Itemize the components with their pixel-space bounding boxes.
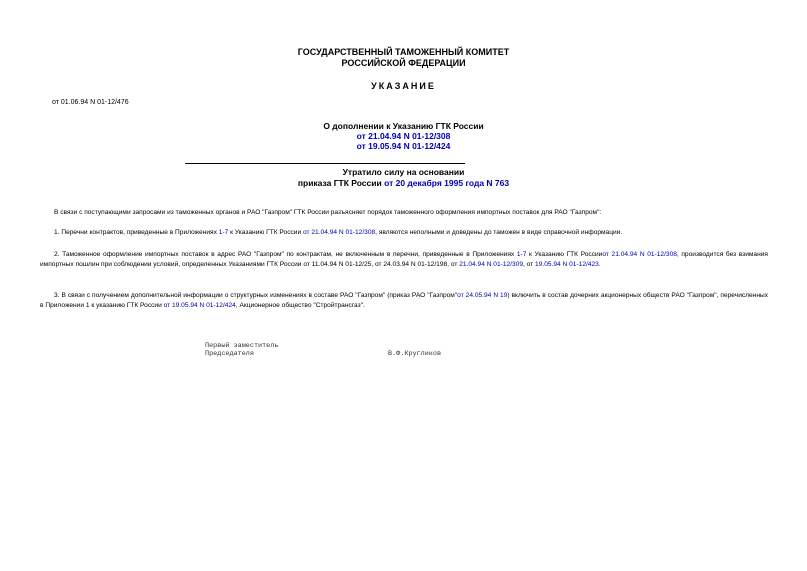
document-title: О дополнении к Указанию ГТК России (323, 121, 484, 131)
document-type: УКАЗАНИЕ (371, 81, 436, 91)
signatory-position-line2: Председателя (205, 350, 254, 358)
repeal-notice-line2 (0, 178, 807, 188)
instruction-309-link[interactable]: 21.04.94 N 01-12/309 (459, 260, 523, 268)
org-name-line2: РОССИЙСКОЙ ФЕДЕРАЦИИ (341, 58, 466, 68)
appendix-1-7-link[interactable]: 1-7 (516, 251, 527, 258)
signatory-name: В.Ф.Кругликов (388, 350, 442, 358)
repeal-order-link[interactable]: от 20 декабря 1995 года N 763 (384, 178, 510, 188)
paragraph-1 (40, 228, 768, 238)
title-reference-link-424[interactable]: от 19.05.94 N 01-12/424 (356, 141, 451, 151)
repeal-notice-text: приказа ГТК России (297, 178, 385, 188)
p2-text-a: 2. Таможенное оформление импортных поставок в адрес РАО "Газпром" по контрактам, не включенным в перечни, приведенные в Приложениях (54, 251, 517, 258)
divider (185, 163, 465, 164)
p2-text-b: к Указанию ГТК России (526, 251, 603, 258)
instruction-423-link[interactable]: 19.05.94 N 01-12/423 (535, 260, 599, 268)
instruction-308-link[interactable]: от 21.04.94 N 01-12/308 (602, 251, 677, 258)
p3-text-c: , Акционерное общество "Стройтрансгаз". (235, 301, 365, 309)
org-name-line1: ГОСУДАРСТВЕННЫЙ ТАМОЖЕННЫЙ КОМИТЕТ (297, 47, 510, 57)
instruction-424-link[interactable]: от 19.05.94 N 01-12/424 (163, 301, 236, 309)
instruction-308-link[interactable]: от 21.04.94 N 01-12/308 (303, 229, 376, 236)
paragraph-2 (40, 250, 768, 269)
p1-text-b: к Указанию ГТК России (228, 229, 303, 236)
p1-text-c: , являются неполными и доведены до таможен в виде справочной информации. (375, 229, 623, 236)
intro-text: В связи с поступающими запросами из таможенных органов и РАО "Газпром" ГТК России разъясняет порядок таможенного оформления импортных поставок для РАО "Газпром": (54, 209, 602, 216)
signatory-position-line1: Первый заместитель (205, 342, 279, 350)
p2-text-c: , производится без взимания импортных пошлин при соблюдении условий, определенных Указаниями ГТК России от 11.04.94 N 01-12/25, от 24.03.94 N 01-12/198, от (40, 251, 768, 268)
p2-text-e: . (598, 260, 601, 268)
repeal-notice-line1: Утратило силу на основании (342, 167, 465, 177)
p3-text-a: 3. В связи с получением дополнительной информации о структурных изменениях в составе РАО "Газпром" (приказ РАО "Газпром" (54, 292, 458, 299)
p3-text-b: ) включить в состав дочерних акционерных обществ РАО "Газпром", перечисленных в Приложении 1 к указанию ГТК России (40, 292, 769, 309)
paragraph-intro (40, 208, 768, 218)
paragraph-3 (40, 291, 768, 310)
gazprom-order-19-link[interactable]: от 24.05.94 N 19 (457, 292, 508, 299)
appendix-1-7-link[interactable]: 1-7 (218, 229, 229, 236)
p1-text-a: 1. Перечни контрактов, приведенные в Приложениях (54, 229, 219, 236)
document-date-number: от 01.06.94 N 01-12/476 (52, 99, 129, 106)
p2-text-d: , от (523, 260, 536, 268)
title-reference-link-308[interactable]: от 21.04.94 N 01-12/308 (356, 131, 451, 141)
